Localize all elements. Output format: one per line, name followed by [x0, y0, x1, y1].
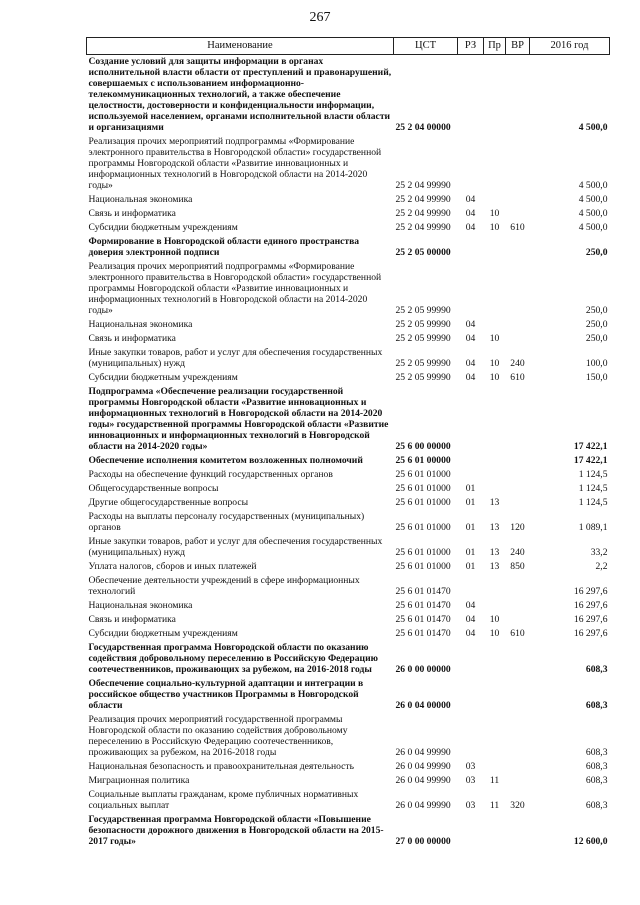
row-vr [506, 613, 530, 627]
row-cst: 25 2 05 99990 [395, 319, 451, 330]
row-name: Расходы на выплаты персоналу государственных (муниципальных) органов [88, 511, 365, 533]
row-vr [506, 482, 530, 496]
row-cst: 26 0 04 99990 [395, 761, 451, 772]
table-row [87, 346, 610, 371]
header-year: 2016 год [530, 38, 610, 55]
row-rz: 01 [465, 497, 476, 508]
row-vr: 610 [510, 372, 525, 383]
row-sum: 1 089,1 [578, 522, 608, 533]
row-name: Формирование в Новгородской области единого пространства доверия электронной подписи [88, 236, 360, 258]
table-row [87, 468, 610, 482]
row-pr: 10 [489, 614, 500, 625]
row-rz: 01 [465, 561, 476, 572]
row-rz [458, 55, 484, 136]
row-vr: 120 [510, 522, 525, 533]
table-row [87, 332, 610, 346]
table-row [87, 207, 610, 221]
row-sum: 4 500,0 [578, 222, 608, 233]
row-cst: 25 2 04 99990 [395, 208, 451, 219]
row-rz [458, 813, 484, 849]
row-vr [506, 713, 530, 760]
row-rz [458, 713, 484, 760]
row-vr [506, 760, 530, 774]
row-cst: 25 6 01 01470 [395, 600, 451, 611]
row-pr [484, 677, 506, 713]
table-row [87, 221, 610, 235]
row-rz: 01 [465, 483, 476, 494]
row-cst: 25 6 01 01000 [395, 547, 451, 558]
row-vr: 320 [510, 800, 525, 811]
row-name: Общегосударственные вопросы [88, 483, 219, 494]
row-vr: 240 [510, 547, 525, 558]
row-rz: 04 [465, 208, 476, 219]
row-rz [458, 574, 484, 599]
row-sum: 608,3 [585, 761, 608, 772]
row-name: Связь и информатика [88, 208, 176, 219]
row-pr [484, 574, 506, 599]
row-cst: 25 6 01 01000 [395, 469, 451, 480]
row-vr [506, 55, 530, 136]
budget-table [86, 37, 610, 849]
row-sum: 250,0 [585, 319, 608, 330]
row-cst: 26 0 04 99990 [395, 800, 451, 811]
header-name: Наименование [87, 38, 394, 55]
row-rz: 04 [465, 600, 476, 611]
row-pr: 10 [489, 358, 500, 369]
table-row [87, 560, 610, 574]
row-vr: 610 [510, 222, 525, 233]
row-rz: 04 [465, 614, 476, 625]
row-name: Иные закупки товаров, работ и услуг для обеспечения государственных (муниципальных) нужд [88, 347, 383, 369]
row-vr [506, 332, 530, 346]
table-row [87, 482, 610, 496]
page-number: 267 [309, 10, 331, 25]
row-cst: 27 0 00 00000 [395, 836, 451, 847]
row-sum: 16 297,6 [573, 600, 608, 611]
row-cst: 26 0 00 00000 [395, 664, 451, 675]
row-cst: 25 2 05 99990 [395, 305, 451, 316]
row-cst: 25 6 01 01470 [395, 586, 451, 597]
row-pr: 10 [489, 333, 500, 344]
row-cst: 25 6 01 01000 [395, 483, 451, 494]
row-cst: 26 0 04 99990 [395, 747, 451, 758]
row-pr [484, 260, 506, 318]
row-vr [506, 454, 530, 468]
row-vr [506, 599, 530, 613]
table-row [87, 235, 610, 260]
row-pr: 11 [489, 775, 500, 786]
row-pr: 13 [489, 497, 500, 508]
row-sum: 16 297,6 [573, 614, 608, 625]
table-row [87, 535, 610, 560]
row-rz: 04 [465, 194, 476, 205]
row-rz [458, 135, 484, 193]
table-row [87, 496, 610, 510]
row-pr [484, 599, 506, 613]
row-name: Другие общегосударственные вопросы [88, 497, 249, 508]
row-sum: 16 297,6 [573, 586, 608, 597]
row-rz: 03 [465, 800, 476, 811]
row-rz: 03 [465, 761, 476, 772]
table-row [87, 641, 610, 677]
row-sum: 4 500,0 [578, 122, 608, 133]
row-pr [484, 641, 506, 677]
row-rz [458, 677, 484, 713]
table-row [87, 613, 610, 627]
row-cst: 25 2 04 00000 [395, 122, 451, 133]
row-name: Социальные выплаты гражданам, кроме публичных нормативных социальных выплат [88, 789, 359, 811]
row-sum: 1 124,5 [578, 497, 608, 508]
row-name: Связь и информатика [88, 614, 176, 625]
row-cst: 25 6 00 00000 [395, 441, 451, 452]
row-pr [484, 468, 506, 482]
row-pr: 13 [489, 561, 500, 572]
row-vr [506, 385, 530, 454]
table-row [87, 260, 610, 318]
table-row [87, 55, 610, 136]
row-sum: 2,2 [595, 561, 608, 572]
row-cst: 25 6 01 01470 [395, 628, 451, 639]
row-name: Реализация прочих мероприятий подпрограммы «Формирование электронного правительства в Новгородской области» государственной программы Новгородской области «Развитие инновационных и информационных технологий в Новгородской области на 2014-2020 годы» [88, 136, 382, 191]
row-vr [506, 318, 530, 332]
row-sum: 16 297,6 [573, 628, 608, 639]
row-rz: 04 [465, 222, 476, 233]
row-rz [458, 641, 484, 677]
table-row [87, 788, 610, 813]
row-pr [484, 318, 506, 332]
row-name: Национальная безопасность и правоохранительная деятельность [88, 761, 354, 772]
row-pr [484, 235, 506, 260]
row-name: Уплата налогов, сборов и иных платежей [88, 561, 257, 572]
row-name: Расходы на обеспечение функций государственных органов [88, 469, 333, 480]
header-pr: Пр [484, 38, 506, 55]
row-sum: 608,3 [585, 747, 608, 758]
row-pr: 13 [489, 522, 500, 533]
row-sum: 4 500,0 [578, 208, 608, 219]
row-sum: 1 124,5 [578, 469, 608, 480]
row-name: Создание условий для защиты информации в органах исполнительной власти области от преступлений и правонарушений, совершаемых с использованием информационно-телекоммуникационных технологий, а также обеспечение целостности, достоверности и конфиденциальности информации, используемой населением, органами исполнительной власти области и организациями [88, 56, 392, 133]
table-row [87, 371, 610, 385]
row-cst: 25 6 01 01470 [395, 614, 451, 625]
row-sum: 12 600,0 [573, 836, 608, 847]
row-name: Обеспечение деятельности учреждений в сфере информационных технологий [88, 575, 360, 597]
row-cst: 25 2 04 99990 [395, 222, 451, 233]
row-cst: 25 2 05 99990 [395, 358, 451, 369]
header-rz: РЗ [458, 38, 484, 55]
row-vr [506, 496, 530, 510]
row-pr: 10 [489, 222, 500, 233]
table-row [87, 135, 610, 193]
row-pr: 10 [489, 628, 500, 639]
table-row [87, 713, 610, 760]
table-row [87, 627, 610, 641]
row-sum: 150,0 [585, 372, 608, 383]
row-sum: 4 500,0 [578, 194, 608, 205]
row-name: Связь и информатика [88, 333, 176, 344]
row-vr [506, 260, 530, 318]
row-sum: 250,0 [585, 305, 608, 316]
row-vr [506, 193, 530, 207]
row-pr [484, 713, 506, 760]
row-sum: 250,0 [585, 247, 608, 258]
row-cst: 25 2 05 00000 [395, 247, 451, 258]
row-vr [506, 813, 530, 849]
row-name: Государственная программа Новгородской области «Повышение безопасности дорожного движения в Новгородской области на 2015-2017 годы» [88, 814, 384, 847]
row-pr [484, 760, 506, 774]
row-rz: 03 [465, 775, 476, 786]
row-name: Реализация прочих мероприятий подпрограммы «Формирование электронного правительства в Новгородской области» государственной программы Новгородской области «Развитие инновационных и информационных технологий в Новгородской области на 2014-2020 годы» [88, 261, 382, 316]
row-vr [506, 574, 530, 599]
row-sum: 608,3 [585, 664, 608, 675]
row-name: Реализация прочих мероприятий государственной программы Новгородской области по оказанию содействия добровольному переселению в Российскую Федерацию соотечественников, проживающих за рубежом, на 2016-2018 годы [88, 714, 348, 758]
row-name: Национальная экономика [88, 194, 193, 205]
header-cst: ЦСТ [394, 38, 458, 55]
row-name: Субсидии бюджетным учреждениям [88, 372, 238, 383]
row-rz [458, 235, 484, 260]
row-vr [506, 677, 530, 713]
row-sum: 100,0 [585, 358, 608, 369]
table-row [87, 574, 610, 599]
row-name: Миграционная политика [88, 775, 190, 786]
table-row [87, 318, 610, 332]
row-vr [506, 468, 530, 482]
row-rz: 04 [465, 358, 476, 369]
row-pr [484, 813, 506, 849]
row-cst: 26 0 04 99990 [395, 775, 451, 786]
row-vr [506, 135, 530, 193]
row-rz: 01 [465, 547, 476, 558]
row-name: Государственная программа Новгородской области по оказанию содействия добровольному переселению в Российскую Федерацию соотечественников, проживающих за рубежом, на 2016-2018 годы [88, 642, 378, 675]
row-vr: 610 [510, 628, 525, 639]
table-header [87, 38, 610, 55]
table-row [87, 774, 610, 788]
row-cst: 25 6 01 00000 [395, 455, 451, 466]
row-cst: 25 2 05 99990 [395, 372, 451, 383]
row-sum: 1 124,5 [578, 483, 608, 494]
row-vr: 240 [510, 358, 525, 369]
row-name: Национальная экономика [88, 319, 193, 330]
row-pr: 10 [489, 208, 500, 219]
header-vr: ВР [506, 38, 530, 55]
row-cst: 25 6 01 01000 [395, 522, 451, 533]
table-row [87, 193, 610, 207]
row-pr: 10 [489, 372, 500, 383]
row-rz: 04 [465, 319, 476, 330]
table-row [87, 599, 610, 613]
row-sum: 17 422,1 [573, 441, 608, 452]
row-name: Субсидии бюджетным учреждениям [88, 222, 238, 233]
row-rz: 04 [465, 333, 476, 344]
row-name: Обеспечение исполнения комитетом возложенных полномочий [88, 455, 363, 466]
table-row [87, 385, 610, 454]
row-vr [506, 207, 530, 221]
row-sum: 4 500,0 [578, 180, 608, 191]
row-pr: 11 [489, 800, 500, 811]
row-sum: 608,3 [585, 700, 608, 711]
table-row [87, 760, 610, 774]
row-pr: 13 [489, 547, 500, 558]
row-vr: 850 [510, 561, 525, 572]
row-name: Обеспечение социально-культурной адаптации и интеграции в российское общество участников Программы в Новгородской области [88, 678, 364, 711]
row-vr [506, 774, 530, 788]
row-cst: 25 2 05 99990 [395, 333, 451, 344]
row-pr [484, 135, 506, 193]
row-cst: 25 6 01 01000 [395, 561, 451, 572]
table-row [87, 454, 610, 468]
row-name: Субсидии бюджетным учреждениям [88, 628, 238, 639]
row-rz: 04 [465, 372, 476, 383]
table-row [87, 813, 610, 849]
row-rz: 04 [465, 628, 476, 639]
row-sum: 33,2 [590, 547, 608, 558]
row-sum: 608,3 [585, 800, 608, 811]
row-pr [484, 193, 506, 207]
row-pr [484, 55, 506, 136]
row-sum: 608,3 [585, 775, 608, 786]
row-rz [458, 260, 484, 318]
row-cst: 25 6 01 01000 [395, 497, 451, 508]
row-vr [506, 235, 530, 260]
row-rz: 01 [465, 522, 476, 533]
row-pr [484, 482, 506, 496]
row-name: Национальная экономика [88, 600, 193, 611]
table-row [87, 677, 610, 713]
row-pr [484, 385, 506, 454]
table-body [87, 55, 610, 850]
row-vr [506, 641, 530, 677]
row-pr [484, 454, 506, 468]
table-row [87, 510, 610, 535]
row-sum: 17 422,1 [573, 455, 608, 466]
row-cst: 25 2 04 99990 [395, 194, 451, 205]
row-cst: 26 0 04 00000 [395, 700, 451, 711]
row-name: Подпрограмма «Обеспечение реализации государственной программы Новгородской области «Развитие инновационных и информационных технологий в Новгородской области на 2014-2020 годы» государственной программы Новгородской области «Развитие инновационных и информационных технологий в Новгородской области на 2014-2020 годы» [88, 386, 389, 452]
row-sum: 250,0 [585, 333, 608, 344]
row-rz [458, 468, 484, 482]
row-cst: 25 2 04 99990 [395, 180, 451, 191]
row-name: Иные закупки товаров, работ и услуг для обеспечения государственных (муниципальных) нужд [88, 536, 383, 558]
row-rz [458, 385, 484, 454]
row-rz [458, 454, 484, 468]
